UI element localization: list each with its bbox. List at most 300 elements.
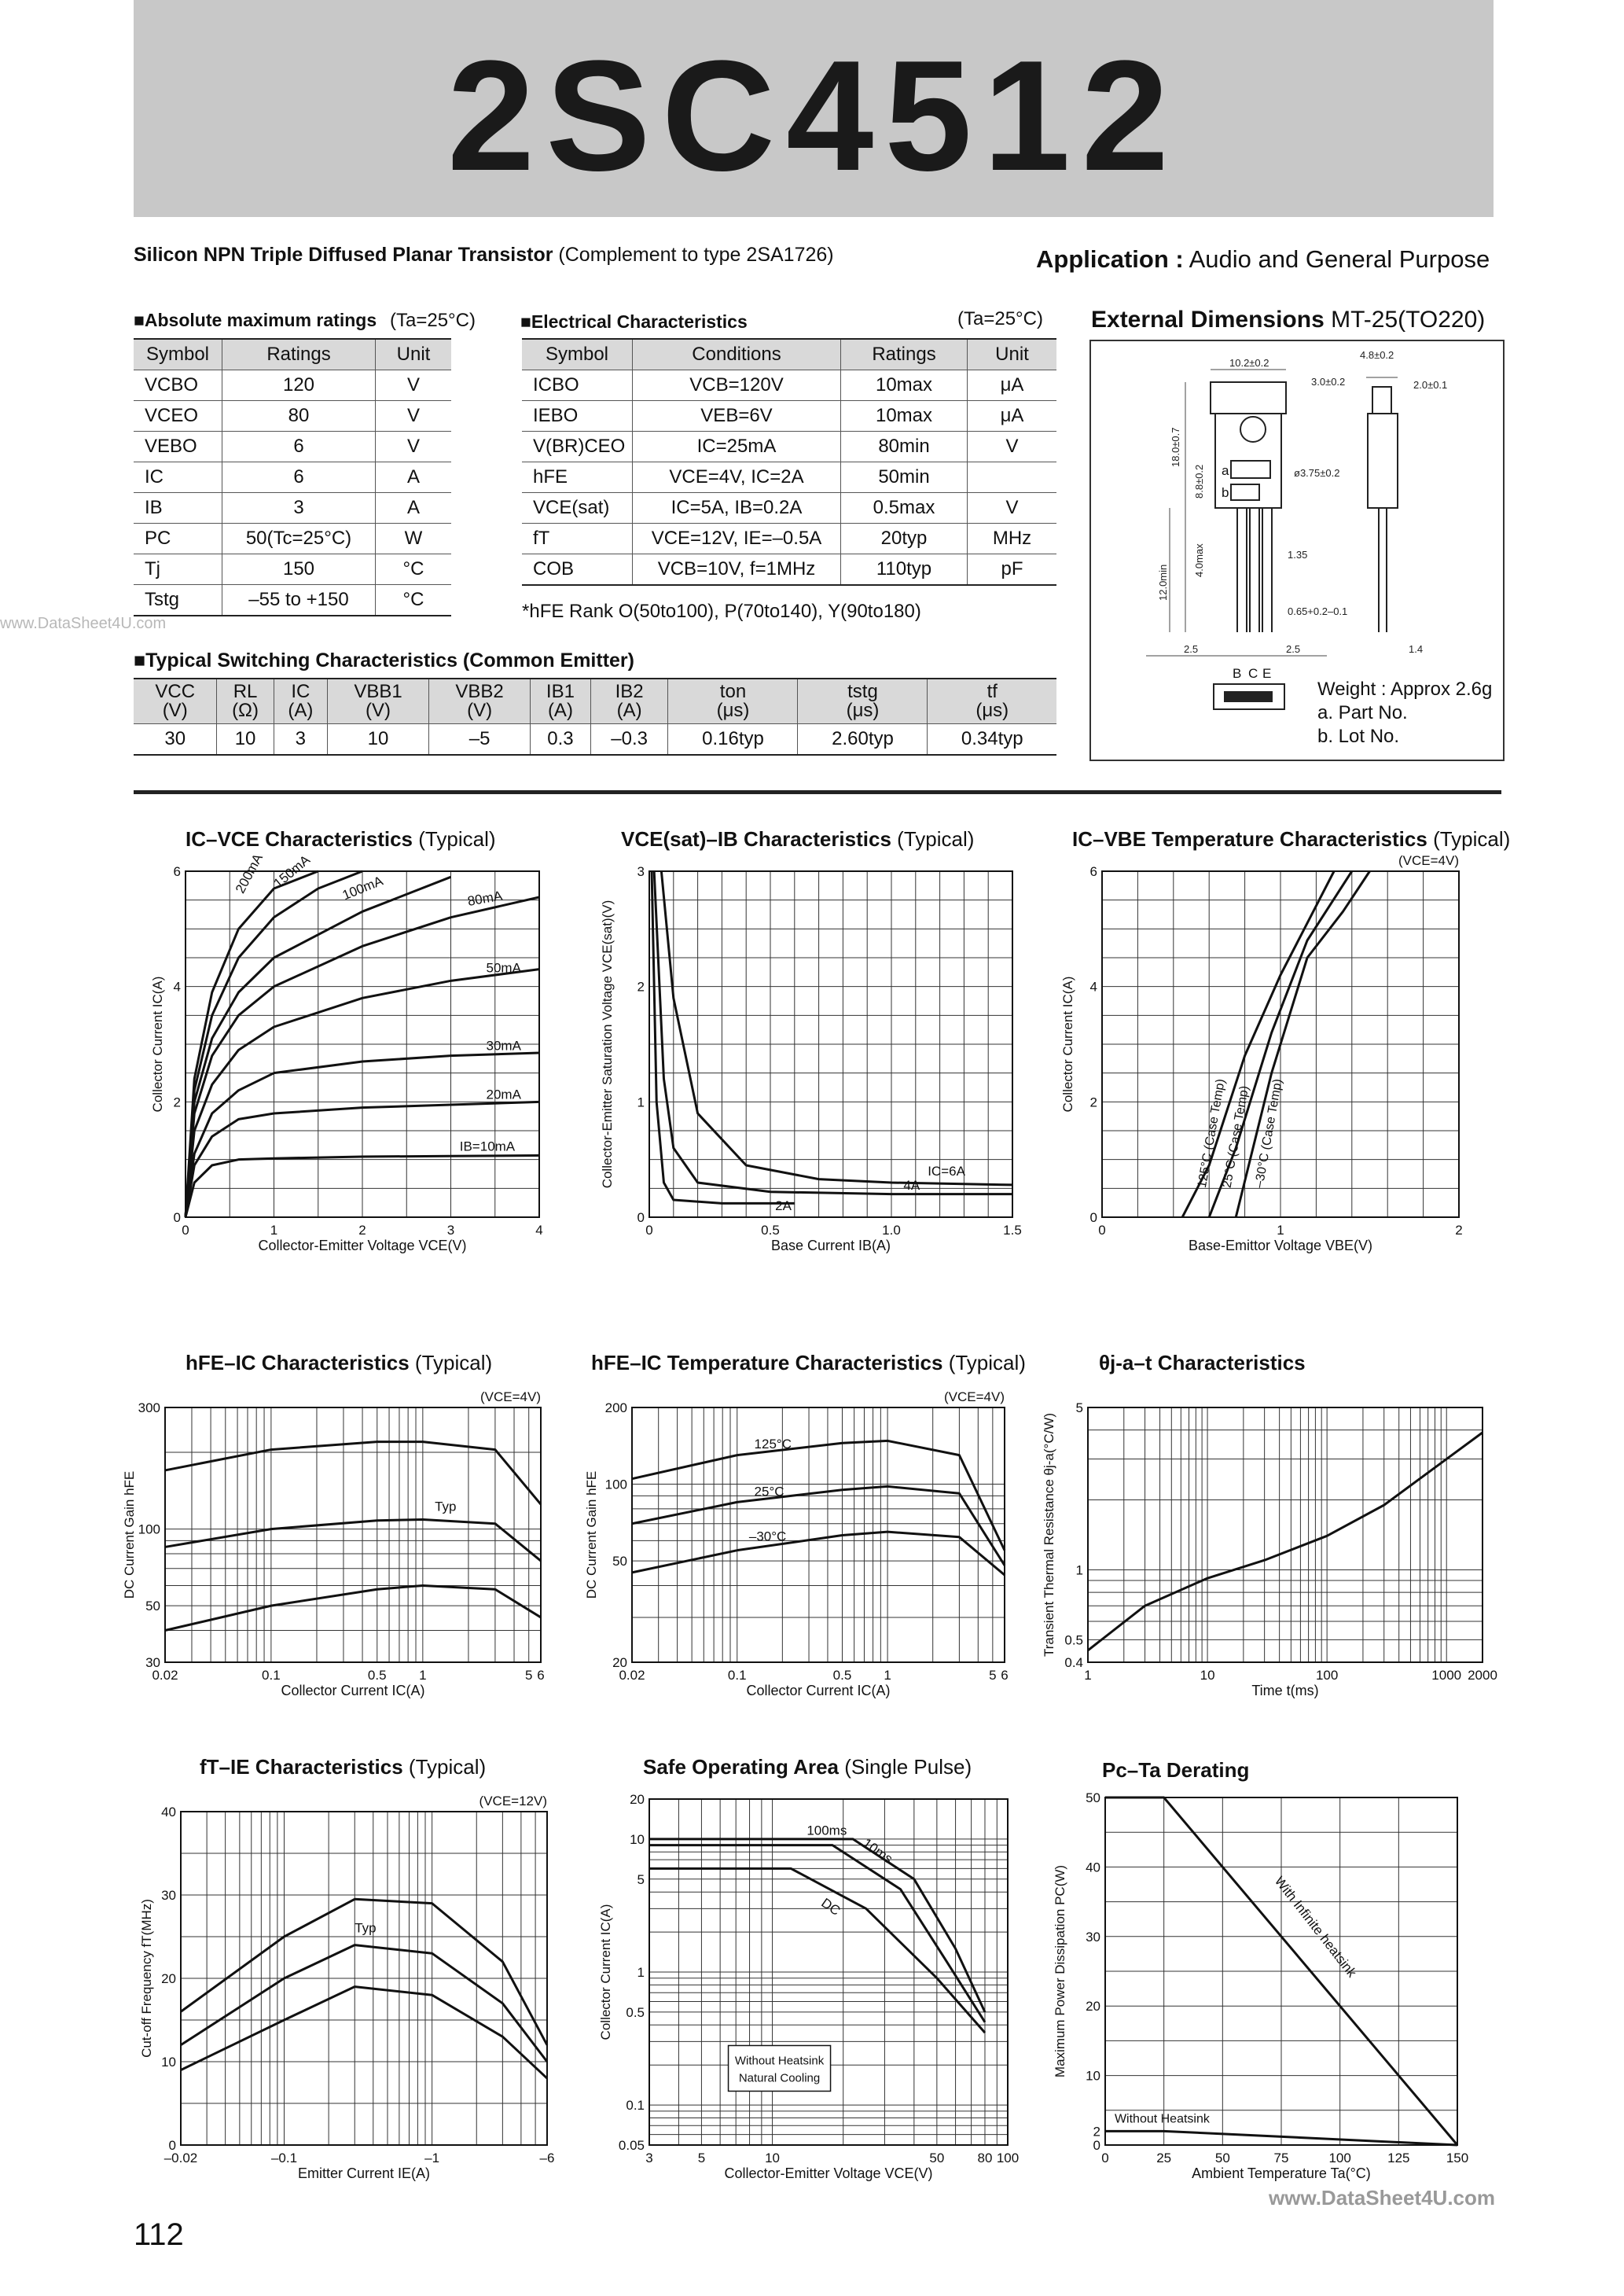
abs-max-header: Ratings (222, 339, 376, 370)
elec-header: Symbol (522, 339, 633, 370)
pinout-body (1225, 692, 1272, 701)
table-cell: Tstg (134, 585, 222, 616)
chart-title-hfe-ic (186, 1351, 492, 1375)
table-cell: VCE=4V, IC=2A (633, 462, 841, 493)
y-tick-label: 1 (637, 1095, 645, 1110)
header-symbol: ton (719, 681, 747, 702)
header-symbol: tstg (847, 681, 878, 702)
table-cell: °C (376, 585, 452, 616)
y-tick-label: 20 (161, 1971, 176, 1986)
curve-label: Typ (435, 1499, 457, 1514)
table-cell: IEBO (522, 401, 633, 432)
curve-label: 125°C (754, 1437, 792, 1452)
table-cell: 0.5max (841, 493, 968, 524)
x-axis-label: Base Current IB(A) (770, 1238, 891, 1253)
note-text: Without Heatsink (734, 2054, 825, 2068)
y-tick-label: 100 (604, 1477, 627, 1492)
package-drawing (1091, 341, 1501, 758)
dim-label: 4.0max (1193, 543, 1205, 577)
condition-label: (VCE=4V) (944, 1389, 1005, 1404)
table-header (327, 679, 428, 724)
table-row (134, 462, 451, 493)
table-cell: IC (134, 462, 222, 493)
dim-label: 3.0±0.2 (1311, 376, 1346, 388)
table-row (522, 432, 1056, 462)
chart-title-text: VCE(sat)–IB Characteristics (621, 827, 891, 851)
series-line (165, 1519, 541, 1561)
table-cell: VEBO (134, 432, 222, 462)
table-cell: MHz (968, 524, 1057, 554)
curve-label: 30mA (486, 1038, 521, 1054)
y-tick-label: 200 (604, 1400, 627, 1415)
header-unit: (V) (467, 700, 493, 721)
elec-header: Ratings (841, 339, 968, 370)
series-line (181, 1987, 547, 2079)
curve-label: 100mA (340, 873, 385, 903)
x-tick-label: 150 (1446, 2151, 1469, 2165)
series-line (165, 1585, 541, 1630)
table-row (522, 524, 1056, 554)
mount-hole (1240, 417, 1266, 442)
marking-b: b (1222, 485, 1229, 500)
table-header (668, 679, 798, 724)
y-tick-label: 20 (630, 1792, 645, 1807)
series-line (632, 1486, 1005, 1565)
chart-title-text: θj-a–t Characteristics (1099, 1351, 1306, 1374)
curve-label: 4A (903, 1177, 920, 1193)
y-tick-label: 30 (145, 1655, 160, 1670)
chart-theta (1038, 1385, 1509, 1700)
table-cell: IC=25mA (633, 432, 841, 462)
table-cell: 10 (217, 724, 274, 756)
chart-vcesat-ib (591, 862, 1031, 1255)
y-tick-label: 5 (637, 1871, 645, 1887)
x-tick-label: 5 (524, 1668, 533, 1683)
header-symbol: IB2 (615, 681, 644, 702)
series-line (649, 1839, 985, 2012)
table-header (928, 679, 1056, 724)
table-cell: 10max (841, 401, 968, 432)
y-tick-label: 0.5 (1064, 1632, 1083, 1648)
marking-b-box (1231, 484, 1259, 500)
x-tick-label: 2000 (1468, 1668, 1497, 1683)
x-tick-label: 50 (1214, 2151, 1230, 2165)
table-row (134, 724, 1056, 756)
application-text: Audio and General Purpose (1189, 245, 1490, 273)
x-tick-label: 1 (884, 1668, 891, 1683)
table-cell: pF (968, 554, 1057, 586)
dim-label: 1.4 (1409, 643, 1424, 655)
chart-ft-ie (130, 1790, 563, 2183)
chart-title-text: Pc–Ta Derating (1102, 1758, 1250, 1782)
y-tick-label: 0 (1089, 1210, 1097, 1225)
chart-title-note: (Typical) (948, 1351, 1026, 1374)
series-line (632, 1532, 1005, 1575)
chart-title-text: IC–VBE Temperature Characteristics (1072, 827, 1427, 851)
chart-title-text: IC–VCE Characteristics (186, 827, 413, 851)
table-cell: V (376, 432, 452, 462)
x-tick-label: 5 (697, 2151, 706, 2165)
device-description (134, 244, 834, 267)
chart-title-pc-ta (1102, 1758, 1249, 1783)
y-tick-label: 10 (161, 2055, 176, 2070)
table-cell: 50min (841, 462, 968, 493)
chart-hfe-ic-temp (582, 1385, 1022, 1700)
table-cell: V (376, 370, 452, 401)
application-label: Application : (1036, 245, 1184, 273)
table-row (522, 554, 1056, 586)
x-tick-label: 1.0 (882, 1223, 901, 1238)
table-cell: ICBO (522, 370, 633, 401)
y-tick-label: 0 (173, 1210, 181, 1225)
y-axis-label: Collector Current IC(A) (1060, 976, 1075, 1113)
x-tick-label: 80 (977, 2151, 993, 2165)
x-axis-label: Collector Current IC(A) (746, 1683, 891, 1698)
curve-label: 100ms (806, 1823, 847, 1838)
dim-label: 18.0±0.7 (1170, 427, 1181, 467)
y-tick-label: 3 (637, 864, 645, 879)
y-tick-label: 100 (138, 1521, 160, 1537)
x-tick-label: 0 (1101, 2151, 1109, 2165)
curve-label: 150mA (270, 852, 313, 892)
table-cell: 2.60typ (798, 724, 928, 756)
y-axis-label: Collector-Emitter Saturation Voltage VCE(sat)(V) (600, 900, 615, 1189)
chart-title-text: hFE–IC Characteristics (186, 1351, 410, 1374)
x-tick-label: 125 (1387, 2151, 1410, 2165)
side-tab (1372, 387, 1391, 414)
table-cell: VCE(sat) (522, 493, 633, 524)
table-cell: PC (134, 524, 222, 554)
dim-label: 4.8±0.2 (1360, 349, 1394, 361)
dim-label: ø3.75±0.2 (1294, 467, 1340, 479)
plot-frame (165, 1407, 541, 1662)
x-tick-label: 1 (1084, 1668, 1092, 1683)
table-cell: μA (968, 401, 1057, 432)
table-cell: 3 (274, 724, 327, 756)
y-tick-label: 2 (1093, 2124, 1100, 2140)
condition-label: (VCE=4V) (1398, 853, 1459, 868)
y-tick-label: 50 (1086, 1790, 1100, 1805)
abs-max-table (134, 338, 451, 616)
y-tick-label: 1 (1075, 1562, 1083, 1578)
chart-title-soa (643, 1755, 972, 1779)
y-tick-label: 300 (138, 1400, 160, 1415)
series-line (654, 871, 1012, 1194)
x-tick-label: 6 (1001, 1668, 1009, 1683)
table-cell (968, 462, 1057, 493)
x-tick-label: 0.02 (152, 1668, 178, 1683)
table-row (134, 432, 451, 462)
y-tick-label: 0 (168, 2138, 176, 2153)
curve-label: DC (818, 1895, 843, 1919)
y-axis-label: DC Current Gain hFE (584, 1470, 599, 1599)
chart-ic-vce (118, 851, 558, 1255)
table-cell: VCB=10V, f=1MHz (633, 554, 841, 586)
chart-title-ic-vce (186, 827, 496, 852)
chart-title-note: (Single Pulse) (844, 1755, 972, 1779)
table-cell: V (376, 401, 452, 432)
table-row (134, 524, 451, 554)
table-cell: –0.3 (590, 724, 668, 756)
curve-label: 200mA (232, 851, 266, 896)
y-tick-label: 10 (630, 1831, 645, 1847)
marking-a: a (1222, 463, 1229, 478)
curve-label: With Infinite heatsink (1271, 1873, 1360, 1981)
table-cell: V (968, 432, 1057, 462)
x-tick-label: 75 (1273, 2151, 1289, 2165)
table-cell: W (376, 524, 452, 554)
dim-label: 12.0min (1157, 564, 1169, 601)
dim-label: 8.8±0.2 (1193, 464, 1205, 499)
y-tick-label: 0.1 (626, 2098, 645, 2114)
chart-hfe-ic (118, 1385, 558, 1700)
header-symbol: IB1 (546, 681, 575, 702)
table-cell: IC=5A, IB=0.2A (633, 493, 841, 524)
y-tick-label: 20 (1086, 1999, 1100, 2015)
x-tick-label: 3 (446, 1223, 455, 1238)
x-tick-label: 2 (358, 1223, 366, 1238)
y-axis-label: Collector Current IC(A) (150, 976, 165, 1113)
y-tick-label: 0.5 (626, 2004, 645, 2020)
y-axis-label: Transient Thermal Resistance θj-a(°C/W) (1042, 1412, 1056, 1658)
x-tick-label: 0.02 (619, 1668, 645, 1683)
x-tick-label: 1.5 (1003, 1223, 1022, 1238)
curve-label: 125°C (Case Temp) (1195, 1077, 1228, 1190)
watermark-right: www.DataSheet4U.com (1269, 2186, 1496, 2210)
table-cell: Tj (134, 554, 222, 585)
table-cell: 6 (222, 462, 376, 493)
curve-label: IB=10mA (459, 1139, 516, 1154)
y-tick-label: 30 (1086, 1929, 1100, 1945)
elec-title: ■Electrical Characteristics (520, 311, 748, 332)
x-tick-label: 10 (765, 2151, 781, 2165)
x-tick-label: 25 (1156, 2151, 1172, 2165)
dimensions-heading (1091, 307, 1485, 333)
x-tick-label: 0 (645, 1223, 653, 1238)
x-tick-label: 3 (645, 2151, 653, 2165)
y-tick-label: 0.05 (618, 2138, 645, 2153)
x-axis-label: Collector Current IC(A) (281, 1683, 425, 1698)
table-cell: COB (522, 554, 633, 586)
elec-table (522, 338, 1056, 586)
elec-condition: (Ta=25°C) (957, 308, 1043, 329)
x-tick-label: 5 (989, 1668, 997, 1683)
header-symbol: IC (291, 681, 310, 702)
chart-soa (591, 1790, 1031, 2183)
table-cell: 0.34typ (928, 724, 1056, 756)
header-symbol: VCC (155, 681, 196, 702)
x-tick-label: 4 (535, 1223, 543, 1238)
y-tick-label: 1 (637, 1965, 645, 1980)
table-cell: V(BR)CEO (522, 432, 633, 462)
x-axis-label: Emitter Current IE(A) (297, 2165, 431, 2181)
table-cell: –5 (429, 724, 531, 756)
y-axis-label: DC Current Gain hFE (122, 1470, 137, 1599)
table-cell: 3 (222, 493, 376, 524)
y-axis-label: Cut-off Frequency fT(MHz) (139, 1899, 154, 2058)
table-row (522, 462, 1056, 493)
y-tick-label: 2 (637, 979, 645, 995)
table-cell: 20typ (841, 524, 968, 554)
x-tick-label: 100 (1328, 2151, 1351, 2165)
application-line (1036, 245, 1490, 274)
curve-label: 20mA (486, 1087, 521, 1102)
table-cell: A (376, 493, 452, 524)
note-part-no: a. Part No. (1317, 702, 1408, 723)
y-axis-label: Collector Current IC(A) (598, 1904, 613, 2040)
pin-label: E (1262, 666, 1272, 681)
x-axis-label: Collector-Emitter Voltage VCE(V) (258, 1238, 467, 1253)
table-cell: VCBO (134, 370, 222, 401)
table-header (217, 679, 274, 724)
x-tick-label: –0.1 (270, 2151, 298, 2165)
tab-outline (1211, 382, 1286, 414)
x-tick-label: 10 (1200, 1668, 1215, 1683)
table-cell: IB (134, 493, 222, 524)
header-unit: (A) (547, 700, 573, 721)
header-symbol: RL (233, 681, 258, 702)
y-tick-label: 6 (1089, 864, 1097, 879)
table-row (134, 493, 451, 524)
chart-title-note: (Typical) (897, 827, 975, 851)
x-tick-label: –1 (424, 2151, 440, 2165)
curve-label: 50mA (486, 960, 521, 976)
curve-label: –30°C (748, 1529, 787, 1544)
table-row (134, 370, 451, 401)
table-cell: 10 (327, 724, 428, 756)
header-unit: (A) (616, 700, 642, 721)
curve-label: 2A (775, 1198, 792, 1214)
elec-header: Conditions (633, 339, 841, 370)
x-tick-label: 0.5 (367, 1668, 387, 1683)
abs-max-title: ■Absolute maximum ratings (134, 310, 377, 330)
x-tick-label: 50 (929, 2151, 945, 2165)
y-tick-label: 50 (145, 1599, 160, 1614)
y-tick-label: 5 (1075, 1400, 1083, 1415)
dim-label: 10.2±0.2 (1229, 357, 1269, 369)
curve-label: –30°C (Case Temp) (1252, 1077, 1285, 1190)
header-symbol: VBB1 (354, 681, 402, 702)
table-header (531, 679, 591, 724)
header-unit: (μs) (846, 700, 880, 721)
description-note: (Complement to type 2SA1726) (558, 244, 834, 266)
y-tick-label: 0 (637, 1210, 645, 1225)
y-tick-label: 30 (161, 1888, 176, 1903)
x-tick-label: 0.5 (761, 1223, 780, 1238)
header-unit: (Ω) (232, 700, 259, 721)
dimensions-title: External Dimensions (1091, 307, 1325, 333)
y-tick-label: 0.4 (1064, 1655, 1083, 1670)
table-header-row (134, 679, 1056, 724)
series-line (649, 1868, 985, 2033)
curve-label: 25°C (754, 1484, 784, 1499)
table-cell: V (968, 493, 1057, 524)
table-header (798, 679, 928, 724)
table-header (590, 679, 668, 724)
y-tick-label: 4 (173, 979, 181, 995)
series-line (661, 871, 1012, 1185)
chart-title-ic-vbe (1072, 827, 1510, 852)
chart-title-theta (1099, 1351, 1306, 1375)
switching-table (134, 678, 1056, 756)
table-row (522, 401, 1056, 432)
chart-title-text: fT–IE Characteristics (200, 1755, 403, 1779)
curve-label: 25°C (Case Temp) (1220, 1084, 1252, 1190)
part-number-title: 2SC4512 (447, 28, 1180, 204)
header-unit: (μs) (976, 700, 1009, 721)
curve-label: Typ (355, 1920, 377, 1936)
series-line (165, 1442, 541, 1505)
weight-text: Weight : Approx 2.6g (1317, 679, 1493, 700)
table-row (522, 370, 1056, 401)
chart-title-text: hFE–IC Temperature Characteristics (591, 1351, 943, 1374)
x-tick-label: –0.02 (164, 2151, 198, 2165)
chart-title-note: (Typical) (414, 1351, 493, 1374)
curve-label: IC=6A (928, 1164, 965, 1179)
y-tick-label: 2 (173, 1095, 181, 1110)
table-cell: fT (522, 524, 633, 554)
table-cell: 150 (222, 554, 376, 585)
chart-pc-ta (1045, 1790, 1501, 2183)
header-unit: (V) (162, 700, 188, 721)
table-row (134, 401, 451, 432)
table-cell: 6 (222, 432, 376, 462)
x-tick-label: 2 (1455, 1223, 1463, 1238)
header-symbol: VBB2 (455, 681, 504, 702)
x-tick-label: 6 (537, 1668, 545, 1683)
dim-label: 1.35 (1288, 549, 1308, 561)
x-tick-label: 0.1 (727, 1668, 747, 1683)
header-symbol: tf (987, 681, 998, 702)
note-text: Natural Cooling (738, 2071, 821, 2085)
x-axis-label: Base-Emittor Voltage VBE(V) (1188, 1238, 1373, 1253)
pin-label: B (1233, 666, 1242, 681)
chart-title-hfe-ic-temp (591, 1351, 1026, 1375)
table-cell: 110typ (841, 554, 968, 586)
note-lot-no: b. Lot No. (1317, 726, 1400, 747)
switching-title: ■Typical Switching Characteristics (Common Emitter) (134, 649, 634, 672)
table-cell: hFE (522, 462, 633, 493)
series-line (649, 1845, 985, 2022)
y-tick-label: 2 (1089, 1095, 1097, 1110)
table-cell: A (376, 462, 452, 493)
table-cell: VCB=120V (633, 370, 841, 401)
pin-label: C (1248, 666, 1258, 681)
series-line (1088, 1433, 1483, 1650)
y-tick-label: 10 (1086, 2068, 1100, 2084)
x-tick-label: 100 (1315, 1668, 1339, 1683)
side-body (1368, 414, 1398, 508)
chart-title-note: (Typical) (1433, 827, 1511, 851)
x-tick-label: 1 (270, 1223, 278, 1238)
dim-label: 0.65+0.2–0.1 (1288, 605, 1348, 617)
section-divider (134, 790, 1501, 794)
y-tick-label: 4 (1089, 979, 1097, 995)
chart-title-ft-ie (200, 1755, 486, 1779)
table-cell: 50(Tc=25°C) (222, 524, 376, 554)
watermark-left: www.DataSheet4U.com (0, 615, 167, 632)
y-tick-label: 40 (1086, 1860, 1100, 1875)
x-tick-label: 0.1 (262, 1668, 281, 1683)
table-header (429, 679, 531, 724)
curve-label: Without Heatsink (1114, 2112, 1210, 2126)
chart-ic-vbe (1053, 853, 1494, 1255)
x-axis-label: Collector-Emitter Voltage VCE(V) (724, 2165, 933, 2181)
x-tick-label: 1 (419, 1668, 427, 1683)
description-bold: Silicon NPN Triple Diffused Planar Transistor (134, 244, 553, 266)
table-cell: °C (376, 554, 452, 585)
chart-title-text: Safe Operating Area (643, 1755, 840, 1779)
